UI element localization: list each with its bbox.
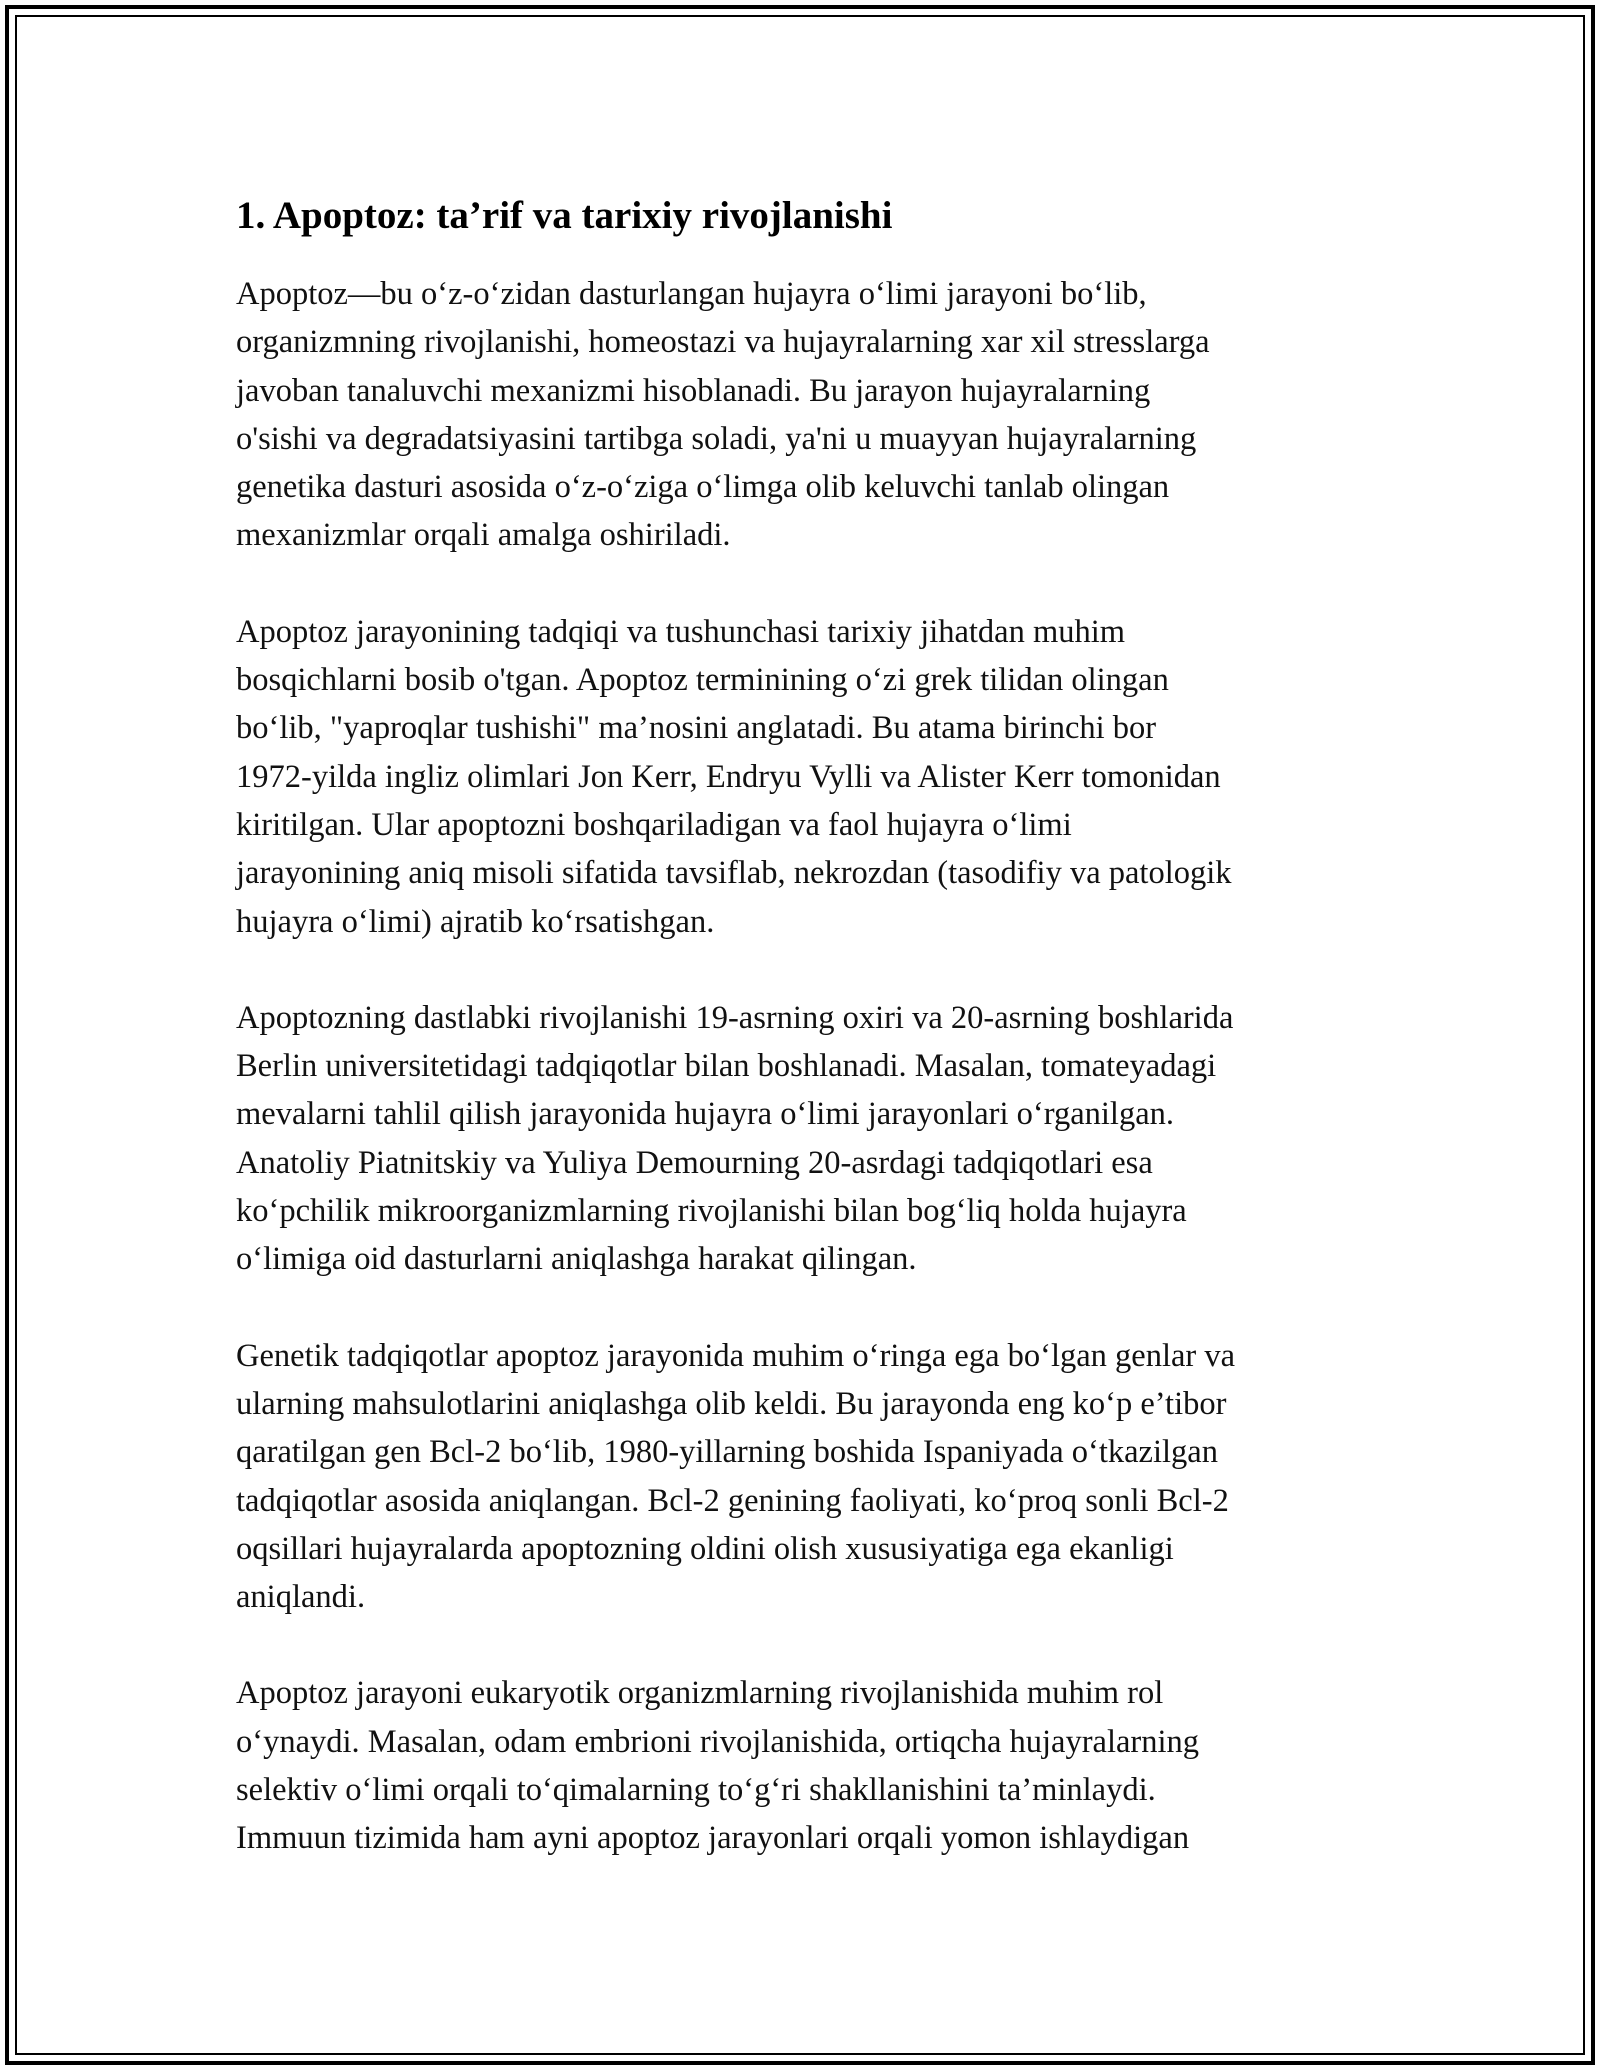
text-line: bosqichlarni bosib o'tgan. Apoptoz terminining o‘zi grek tilidan olingan bbox=[236, 662, 1169, 699]
text-line: Anatoliy Piatnitskiy va Yuliya Demourning 20-asrdagi tadqiqotlari esa bbox=[236, 1144, 1153, 1181]
text-line: javoban tanaluvchi mexanizmi hisoblanadi. Bu jarayon hujayralarning bbox=[236, 372, 1151, 409]
paragraph-history bbox=[236, 608, 1366, 946]
text-line: ularning mahsulotlarini aniqlashga olib keldi. Bu jarayonda eng ko‘p e’tibor bbox=[236, 1385, 1227, 1422]
text-line: Apoptoz—bu o‘z-o‘zidan dasturlangan hujayra o‘limi jarayoni bo‘lib, bbox=[236, 276, 1147, 312]
text-line: mexanizmlar orqali amalga oshiriladi. bbox=[236, 517, 731, 554]
text-line: organizmning rivojlanishi, homeostazi va hujayralarning xar xil stresslarga bbox=[236, 324, 1210, 361]
paragraph-eukaryotic-role bbox=[236, 1669, 1366, 1862]
document-body bbox=[236, 188, 1366, 1911]
paragraph-definition bbox=[236, 270, 1366, 560]
text-line: oqsillari hujayralarda apoptozning oldini olish xususiyatiga ega ekanligi bbox=[236, 1530, 1174, 1567]
text-line: Berlin universitetidagi tadqiqotlar bilan boshlanadi. Masalan, tomateyadagi bbox=[236, 1048, 1217, 1085]
text-line: qaratilgan gen Bcl-2 bo‘lib, 1980-yillarning boshida Ispaniyada o‘tkazilgan bbox=[236, 1434, 1218, 1471]
text-line: Apoptoz jarayonining tadqiqi va tushunchasi tarixiy jihatdan muhim bbox=[236, 613, 1126, 650]
text-line: jarayonining aniq misoli sifatida tavsiflab, nekrozdan (tasodifiy va patologik bbox=[236, 855, 1232, 892]
text-line: bo‘lib, "yaproqlar tushishi" ma’nosini anglatadi. Bu atama birinchi bor bbox=[236, 710, 1157, 747]
text-line: Apoptoz jarayoni eukaryotik organizmlarning rivojlanishida muhim rol bbox=[236, 1675, 1164, 1712]
text-line: Apoptozning dastlabki rivojlanishi 19-asrning oxiri va 20-asrning boshlarida bbox=[236, 999, 1234, 1036]
text-line: genetika dasturi asosida o‘z-o‘ziga o‘limga olib keluvchi tanlab olingan bbox=[236, 469, 1170, 506]
text-line: tadqiqotlar asosida aniqlangan. Bcl-2 genining faoliyati, ko‘proq sonli Bcl-2 bbox=[236, 1482, 1229, 1519]
text-line: Genetik tadqiqotlar apoptoz jarayonida muhim o‘ringa ega bo‘lgan genlar va bbox=[236, 1337, 1236, 1374]
text-line: kiritilgan. Ular apoptozni boshqariladigan va faol hujayra o‘limi bbox=[236, 806, 1072, 843]
paragraph-early-development bbox=[236, 994, 1366, 1284]
text-line: ko‘pchilik mikroorganizmlarning rivojlanishi bilan bog‘liq holda hujayra bbox=[236, 1193, 1187, 1230]
section-heading: 1. Apoptoz: ta’rif va tarixiy rivojlanishi bbox=[236, 194, 893, 237]
text-line: hujayra o‘limi) ajratib ko‘rsatishgan. bbox=[236, 903, 715, 940]
text-line: o‘ynaydi. Masalan, odam embrioni rivojlanishida, ortiqcha hujayralarning bbox=[236, 1723, 1200, 1760]
text-line: mevalarni tahlil qilish jarayonida hujayra o‘limi jarayonlari o‘rganilgan. bbox=[236, 1096, 1174, 1133]
text-line: selektiv o‘limi orqali to‘qimalarning to‘g‘ri shakllanishini ta’minlaydi. bbox=[236, 1772, 1156, 1809]
text-line: aniqlandi. bbox=[236, 1579, 366, 1616]
paragraph-genetics bbox=[236, 1332, 1366, 1622]
text-line: Immuun tizimida ham ayni apoptoz jarayonlari orqali yomon ishlaydigan bbox=[236, 1820, 1190, 1857]
text-line: o‘limiga oid dasturlarni aniqlashga harakat qilingan. bbox=[236, 1241, 917, 1278]
text-line: o'sishi va degradatsiyasini tartibga soladi, ya'ni u muayyan hujayralarning bbox=[236, 420, 1197, 457]
text-line: 1972-yilda ingliz olimlari Jon Kerr, Endryu Vylli va Alister Kerr tomonidan bbox=[236, 758, 1221, 795]
